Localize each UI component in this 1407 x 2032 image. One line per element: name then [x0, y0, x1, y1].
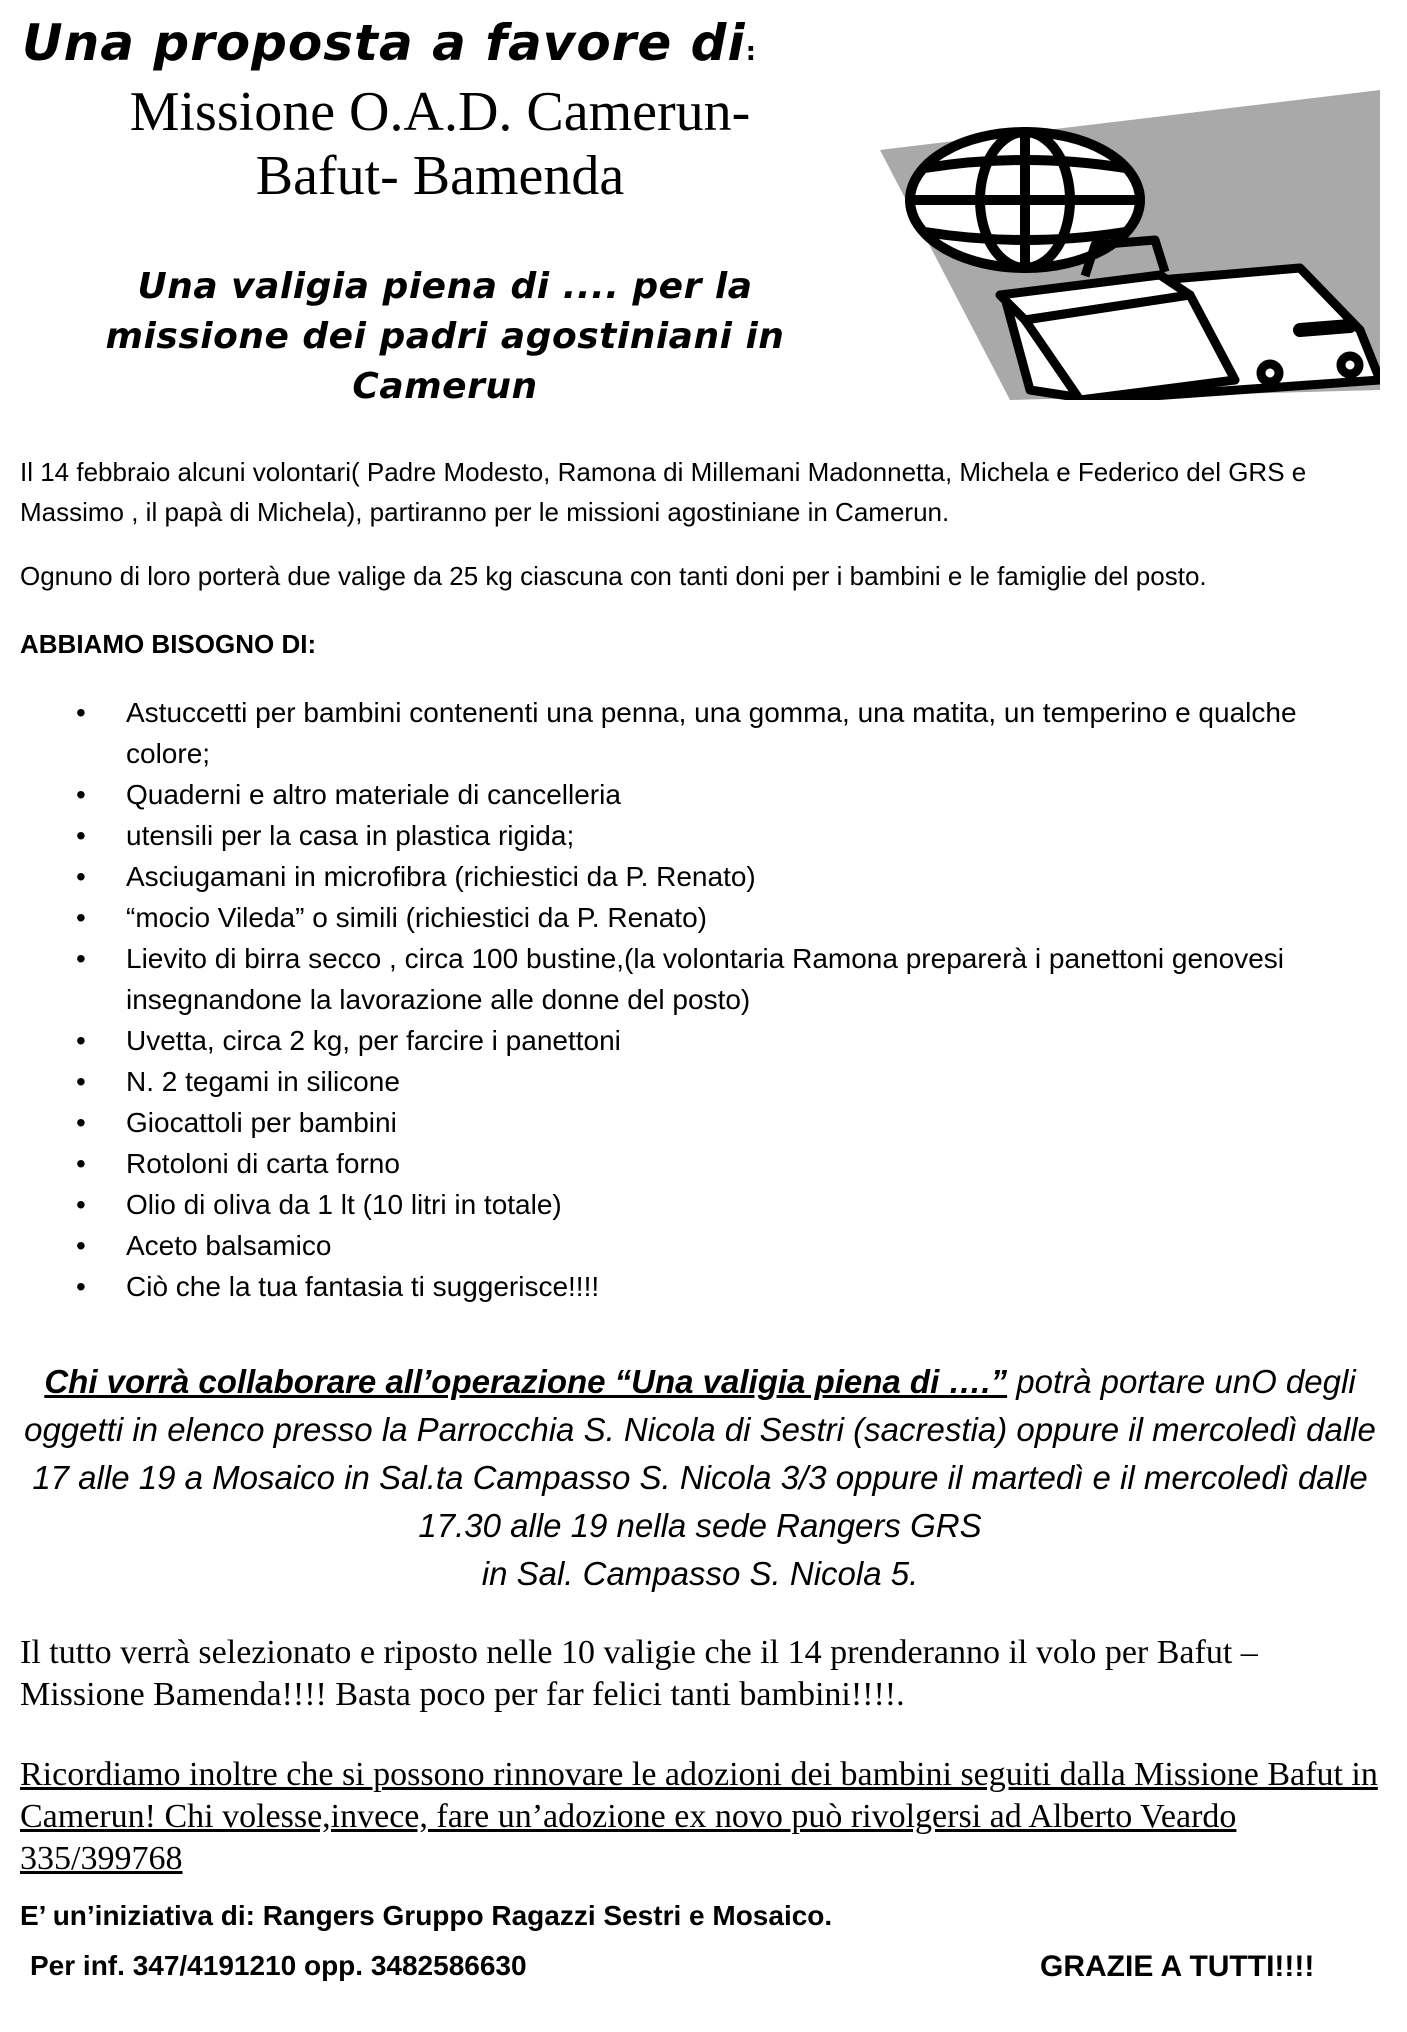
collaboration-lead: Chi vorrà collaborare all’operazione “Una valigia piena di ….”: [44, 1363, 1008, 1400]
intro-paragraph: Il 14 febbraio alcuni volontari( Padre Modesto, Ramona di Millemani Madonnetta, Michela e Federico del GRS e Massimo , il papà di Michela), partiranno per le missioni agostiniane in Camerun.: [20, 457, 1307, 527]
list-item: • “mocio Vileda” o simili (richiestici da P. Renato): [20, 897, 1380, 938]
list-item: • utensili per la casa in plastica rigida;: [20, 815, 1380, 856]
subtitle-line-2: missione dei padri agostiniani in: [105, 316, 785, 357]
subtitle-line-3: Camerun: [352, 366, 538, 407]
needs-list: [20, 692, 1380, 1307]
campaign-subtitle: [40, 262, 850, 412]
mission-line-1: Missione O.A.D. Camerun-: [129, 81, 751, 143]
list-item: • Giocattoli per bambini: [20, 1102, 1380, 1143]
proposal-title: [22, 14, 757, 72]
travel-clipart: [880, 90, 1380, 400]
thanks-note: GRAZIE A TUTTI!!!!: [1040, 1950, 1315, 1983]
proposal-title-colon: :: [745, 37, 757, 67]
mission-name: [60, 80, 820, 208]
subtitle-line-1: Una valigia piena di .... per la: [137, 266, 753, 307]
list-item: • N. 2 tegami in silicone: [20, 1061, 1380, 1102]
selection-paragraph: Il tutto verrà selezionato e riposto nelle 10 valigie che il 14 prenderanno il volo per Bafut – Missione Bamenda!!!! Basta poco per far felici tanti bambini!!!!.: [20, 1634, 1258, 1713]
list-item: • Uvetta, circa 2 kg, per farcire i panettoni: [20, 1020, 1380, 1061]
luggage-paragraph: Ognuno di loro porterà due valige da 25 kg ciascuna con tanti doni per i bambini e le famiglie del posto.: [20, 561, 1207, 591]
list-item: • Rotoloni di carta forno: [20, 1143, 1380, 1184]
collaboration-paragraph: [20, 1358, 1380, 1598]
proposal-title-text: Una proposta a favore di: [22, 14, 746, 72]
collaboration-details: potrà portare unO degli oggetti in elenco presso la Parrocchia S. Nicola di Sestri (sacrestia) oppure il mercoledì dalle 17 alle 19 a Mosaico in Sal.ta Campasso S. Nicola 3/3 oppure il martedì e il mercoledì dalle 17.30 alle 19 nella sede Rangers GRS: [24, 1363, 1376, 1544]
list-item: • Aceto balsamico: [20, 1225, 1380, 1266]
mission-line-2: Bafut- Bamenda: [255, 145, 625, 207]
list-item: • Asciugamani in microfibra (richiestici da P. Renato): [20, 856, 1380, 897]
needs-heading: ABBIAMO BISOGNO DI:: [20, 629, 317, 659]
initiative-credit: E’ un’iniziativa di: Rangers Gruppo Ragazzi Sestri e Mosaico.: [20, 1900, 833, 1931]
list-item: • Olio di oliva da 1 lt (10 litri in totale): [20, 1184, 1380, 1225]
list-item: • Lievito di birra secco , circa 100 bustine,(la volontaria Ramona preparerà i panettoni genovesi insegnandone la lavorazione alle donne del posto): [20, 938, 1380, 1020]
list-item: • Ciò che la tua fantasia ti suggerisce!!!!: [20, 1266, 1380, 1307]
contact-numbers: Per inf. 347/4191210 opp. 3482586630: [30, 1950, 527, 1981]
list-item: • Quaderni e altro materiale di cancelleria: [20, 774, 1380, 815]
adoption-paragraph: Ricordiamo inoltre che si possono rinnovare le adozioni dei bambini seguiti dalla Missione Bafut in Camerun! Chi volesse,invece, fare un’adozione ex novo può rivolgersi ad Alberto Veardo 335/399768: [20, 1756, 1378, 1877]
list-item: • Astuccetti per bambini contenenti una penna, una gomma, una matita, un temperino e qualche colore;: [20, 692, 1380, 774]
collaboration-address: in Sal. Campasso S. Nicola 5.: [481, 1555, 919, 1592]
